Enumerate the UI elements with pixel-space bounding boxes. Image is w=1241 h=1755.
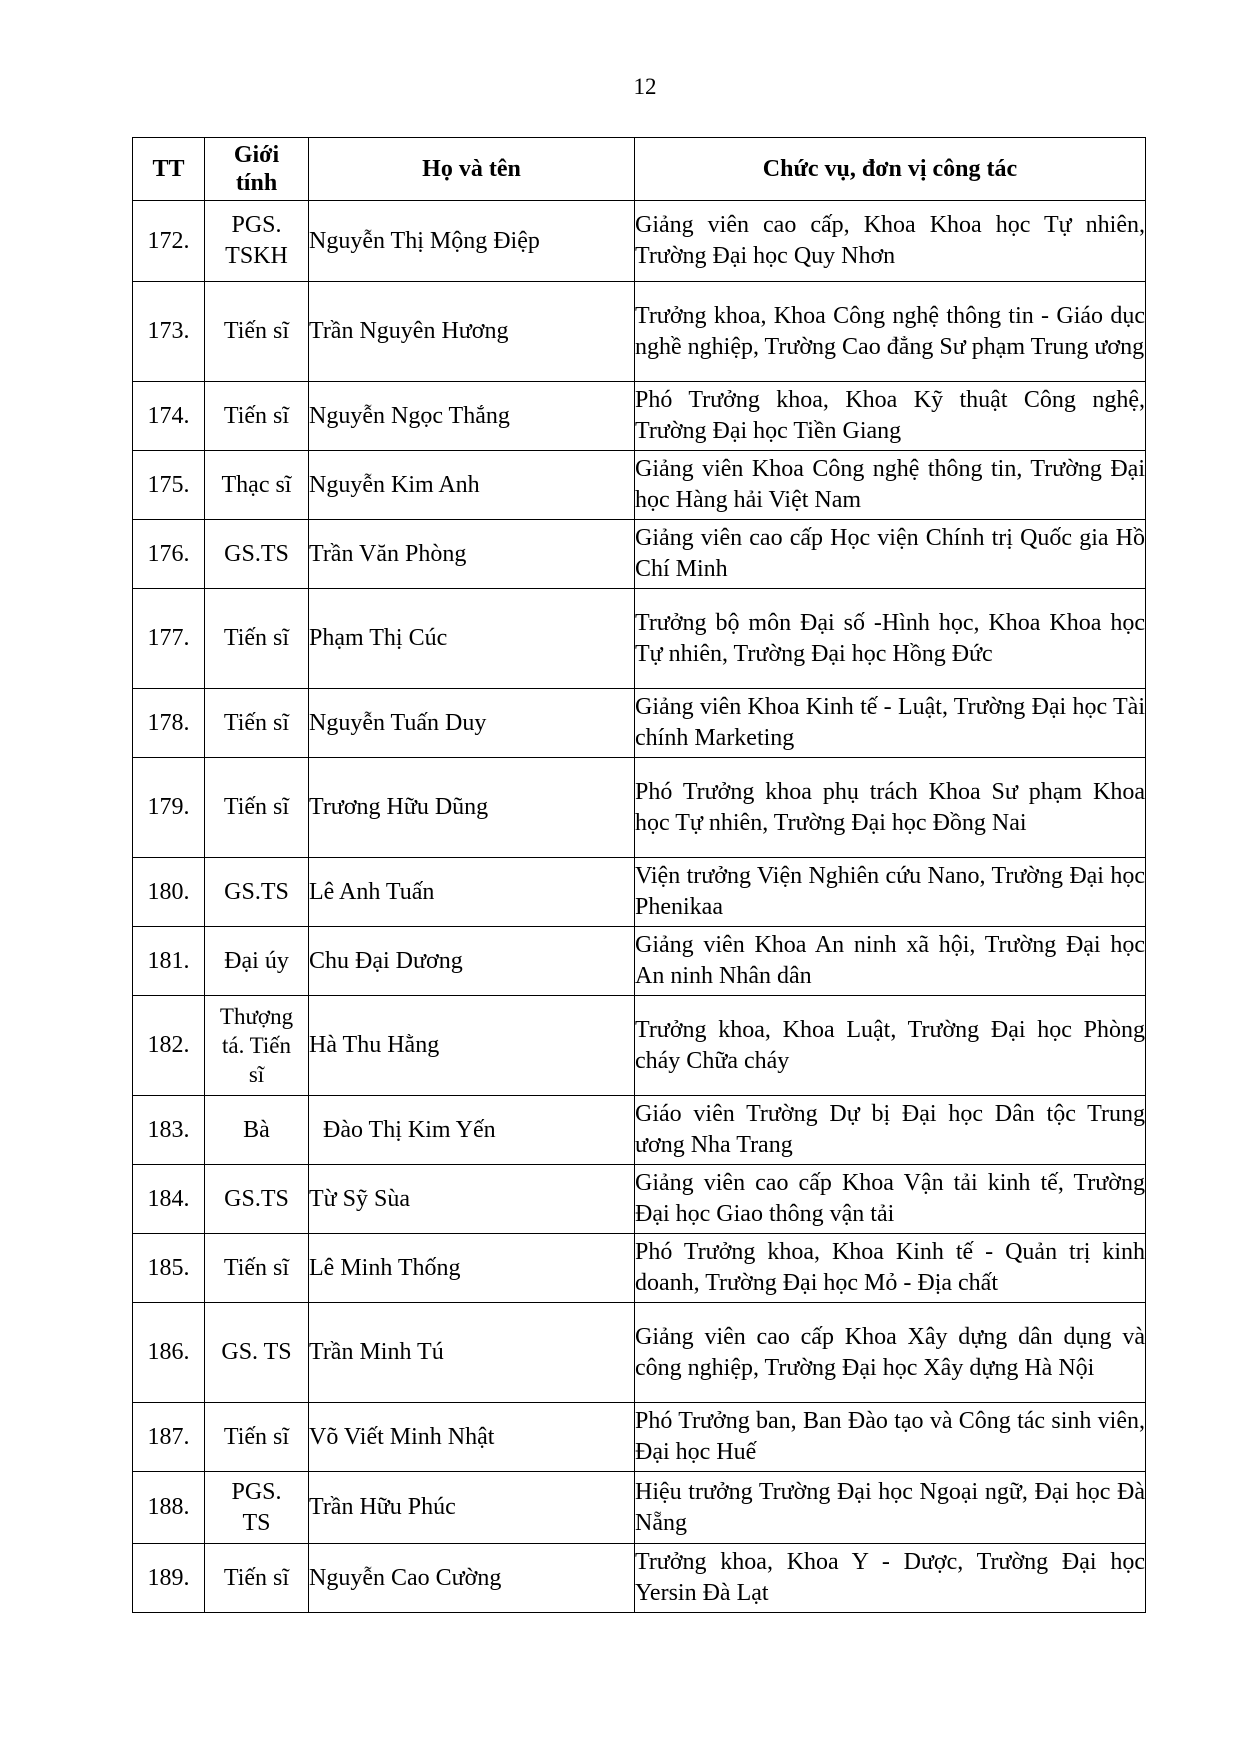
row-number: 185.	[133, 1234, 205, 1303]
page-number: 12	[633, 74, 657, 99]
row-title: Thạc sĩ	[205, 451, 309, 520]
row-title: Tiến sĩ	[205, 758, 309, 858]
row-number: 188.	[133, 1472, 205, 1544]
table-row	[133, 589, 1146, 689]
table-row	[133, 927, 1146, 996]
personnel-table	[132, 137, 1146, 1613]
table-row	[133, 1303, 1146, 1403]
row-name: Phạm Thị Cúc	[309, 589, 635, 689]
row-name: Từ Sỹ Sùa	[309, 1165, 635, 1234]
table-row	[133, 858, 1146, 927]
row-name: Trần Văn Phòng	[309, 520, 635, 589]
row-number: 177.	[133, 589, 205, 689]
table-row	[133, 758, 1146, 858]
row-number: 173.	[133, 282, 205, 382]
row-position: Giảng viên Khoa Công nghệ thông tin, Trường Đại học Hàng hải Việt Nam	[635, 451, 1146, 520]
row-title: PGS. TS	[205, 1472, 309, 1544]
row-title: PGS. TSKH	[205, 201, 309, 282]
row-number: 186.	[133, 1303, 205, 1403]
table-row	[133, 996, 1146, 1096]
row-position: Trưởng khoa, Khoa Luật, Trường Đại học Phòng cháy Chữa cháy	[635, 996, 1146, 1096]
row-number: 178.	[133, 689, 205, 758]
table-row	[133, 1234, 1146, 1303]
row-position: Giảng viên Khoa An ninh xã hội, Trường Đại học An ninh Nhân dân	[635, 927, 1146, 996]
row-number: 183.	[133, 1096, 205, 1165]
row-number: 176.	[133, 520, 205, 589]
row-position: Giảng viên cao cấp Khoa Vận tải kinh tế, Trường Đại học Giao thông vận tải	[635, 1165, 1146, 1234]
row-name: Trần Minh Tú	[309, 1303, 635, 1403]
table-row	[133, 451, 1146, 520]
row-position: Giảng viên Khoa Kinh tế - Luật, Trường Đại học Tài chính Marketing	[635, 689, 1146, 758]
row-name: Chu Đại Dương	[309, 927, 635, 996]
row-name: Lê Minh Thống	[309, 1234, 635, 1303]
row-position: Trưởng khoa, Khoa Công nghệ thông tin - Giáo dục nghề nghiệp, Trường Cao đẳng Sư phạm Trung ương	[635, 282, 1146, 382]
row-title: Tiến sĩ	[205, 589, 309, 689]
row-name: Võ Viết Minh Nhật	[309, 1403, 635, 1472]
row-number: 179.	[133, 758, 205, 858]
row-name: Nguyễn Ngọc Thắng	[309, 382, 635, 451]
row-name: Đào Thị Kim Yến	[309, 1096, 635, 1165]
row-position: Phó Trưởng ban, Ban Đào tạo và Công tác sinh viên, Đại học Huế	[635, 1403, 1146, 1472]
row-number: 181.	[133, 927, 205, 996]
row-name: Lê Anh Tuấn	[309, 858, 635, 927]
row-position: Phó Trưởng khoa phụ trách Khoa Sư phạm Khoa học Tự nhiên, Trường Đại học Đồng Nai	[635, 758, 1146, 858]
row-title: Tiến sĩ	[205, 1234, 309, 1303]
row-number: 180.	[133, 858, 205, 927]
row-number: 175.	[133, 451, 205, 520]
header-position: Chức vụ, đơn vị công tác	[635, 138, 1146, 201]
row-title: Tiến sĩ	[205, 1544, 309, 1613]
row-position: Giảng viên cao cấp Học viện Chính trị Quốc gia Hồ Chí Minh	[635, 520, 1146, 589]
row-number: 187.	[133, 1403, 205, 1472]
row-name: Trương Hữu Dũng	[309, 758, 635, 858]
table-row	[133, 1544, 1146, 1613]
row-title: GS.TS	[205, 520, 309, 589]
header-tt: TT	[133, 138, 205, 201]
row-name: Nguyễn Cao Cường	[309, 1544, 635, 1613]
row-number: 189.	[133, 1544, 205, 1613]
row-position: Viện trưởng Viện Nghiên cứu Nano, Trường Đại học Phenikaa	[635, 858, 1146, 927]
row-number: 182.	[133, 996, 205, 1096]
table-row	[133, 282, 1146, 382]
row-title: GS. TS	[205, 1303, 309, 1403]
row-position: Phó Trưởng khoa, Khoa Kỹ thuật Công nghệ, Trường Đại học Tiền Giang	[635, 382, 1146, 451]
row-position: Trưởng khoa, Khoa Y - Dược, Trường Đại học Yersin Đà Lạt	[635, 1544, 1146, 1613]
row-name: Hà Thu Hằng	[309, 996, 635, 1096]
table-row	[133, 382, 1146, 451]
row-number: 172.	[133, 201, 205, 282]
row-position: Giảng viên cao cấp, Khoa Khoa học Tự nhiên, Trường Đại học Quy Nhơn	[635, 201, 1146, 282]
row-name: Nguyễn Tuấn Duy	[309, 689, 635, 758]
row-title: Đại úy	[205, 927, 309, 996]
table-row	[133, 1165, 1146, 1234]
table-row	[133, 201, 1146, 282]
row-position: Giảng viên cao cấp Khoa Xây dựng dân dụng và công nghiệp, Trường Đại học Xây dựng Hà Nội	[635, 1303, 1146, 1403]
row-position: Hiệu trưởng Trường Đại học Ngoại ngữ, Đại học Đà Nẵng	[635, 1472, 1146, 1544]
row-name: Nguyễn Kim Anh	[309, 451, 635, 520]
header-title: Giới tính	[205, 138, 309, 201]
row-name: Trần Nguyên Hương	[309, 282, 635, 382]
row-title: Tiến sĩ	[205, 382, 309, 451]
table-row	[133, 520, 1146, 589]
table-row	[133, 1472, 1146, 1544]
row-position: Giáo viên Trường Dự bị Đại học Dân tộc Trung ương Nha Trang	[635, 1096, 1146, 1165]
row-title: GS.TS	[205, 1165, 309, 1234]
table-row	[133, 1096, 1146, 1165]
row-number: 184.	[133, 1165, 205, 1234]
table-row	[133, 1403, 1146, 1472]
row-position: Phó Trưởng khoa, Khoa Kinh tế - Quản trị kinh doanh, Trường Đại học Mỏ - Địa chất	[635, 1234, 1146, 1303]
row-title: Tiến sĩ	[205, 689, 309, 758]
row-number: 174.	[133, 382, 205, 451]
row-name: Trần Hữu Phúc	[309, 1472, 635, 1544]
row-title: Bà	[205, 1096, 309, 1165]
row-name: Nguyễn Thị Mộng Điệp	[309, 201, 635, 282]
table-header-row	[133, 138, 1146, 201]
row-title: Tiến sĩ	[205, 1403, 309, 1472]
table-row	[133, 689, 1146, 758]
row-title: Tiến sĩ	[205, 282, 309, 382]
row-title: Thượng tá. Tiến sĩ	[205, 996, 309, 1096]
row-title: GS.TS	[205, 858, 309, 927]
row-position: Trưởng bộ môn Đại số -Hình học, Khoa Khoa học Tự nhiên, Trường Đại học Hồng Đức	[635, 589, 1146, 689]
header-name: Họ và tên	[309, 138, 635, 201]
